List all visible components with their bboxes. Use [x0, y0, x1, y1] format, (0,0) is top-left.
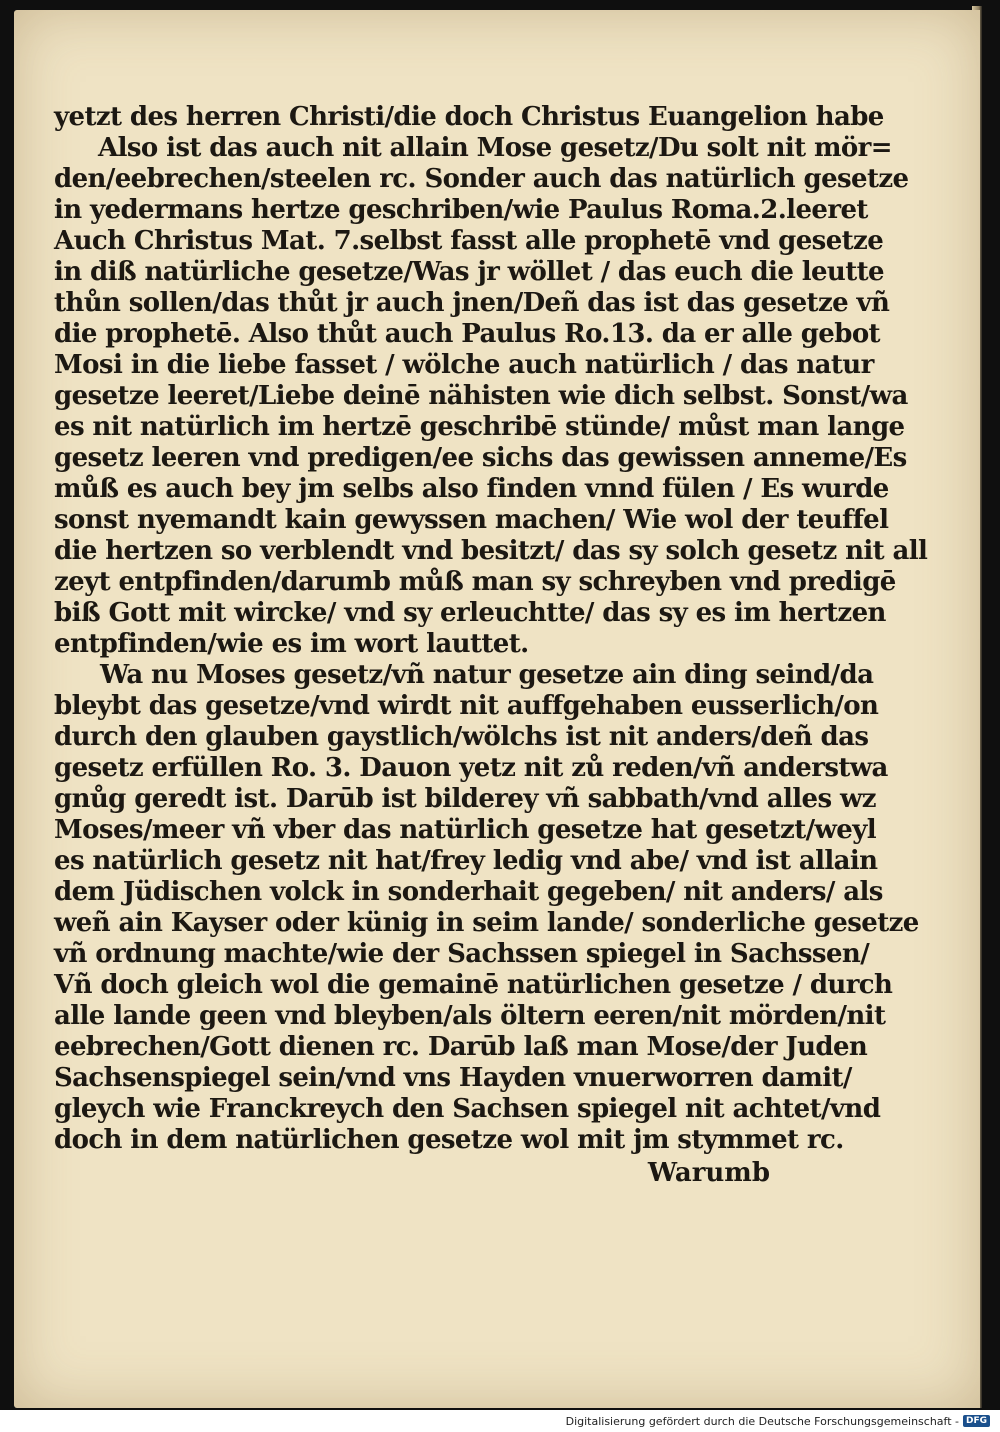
text-line: den/eebrechen/steelen rc. Sonder auch das natürlich gesetze: [54, 164, 909, 194]
text-line: Also ist das auch nit allain Mose gesetz/Du solt nit mör=: [98, 133, 892, 163]
text-line: thůn sollen/das thůt jr auch jnen/Deñ das ist das gesetze vñ: [54, 288, 890, 318]
text-line: Wa nu Moses gesetz/vñ natur gesetze ain ding seind/da: [100, 660, 874, 690]
text-line: Mosi in die liebe fasset / wölche auch natürlich / das natur: [54, 350, 874, 380]
text-line: biß Gott mit wircke/ vnd sy erleuchtte/ das sy es im hertzen: [54, 598, 886, 628]
text-line: doch in dem natürlichen gesetze wol mit jm stymmet rc.: [54, 1125, 844, 1155]
catchword: Warumb: [647, 1158, 770, 1188]
text-line: můß es auch bey jm selbs also finden vnnd fülen / Es wurde: [54, 474, 889, 504]
text-line: Vñ doch gleich wol die gemainē natürlichen gesetze / durch: [54, 970, 893, 1000]
text-line: gesetz leeren vnd predigen/ee sichs das gewissen anneme/Es: [54, 443, 907, 473]
text-line: vñ ordnung machte/wie der Sachssen spiegel in Sachssen/: [54, 939, 870, 969]
text-line: bleybt das gesetze/vnd wirdt nit auffgehaben eusserlich/on: [54, 691, 879, 721]
text-line: in diß natürliche gesetze/Was jr wöllet / das euch die leutte: [54, 257, 884, 287]
text-line: sonst nyemandt kain gewyssen machen/ Wie wol der teuffel: [54, 505, 889, 535]
text-line: entpfinden/wie es im wort lauttet.: [54, 629, 529, 659]
text-line: eebrechen/Gott dienen rc. Darūb laß man Mose/der Juden: [54, 1032, 868, 1062]
text-line: Sachsenspiegel sein/vnd vns Hayden vnuerworren damit/: [54, 1063, 852, 1093]
text-line: es nit natürlich im hertzē geschribē stünde/ můst man lange: [54, 412, 905, 442]
text-line: yetzt des herren Christi/die doch Christus Euangelion habe: [54, 102, 884, 132]
footer-credit: Digitalisierung gefördert durch die Deutsche Forschungsgemeinschaft -: [565, 1414, 959, 1428]
text-line: dem Jüdischen volck in sonderhait gegeben/ nit anders/ als: [54, 877, 883, 907]
text-block: [54, 102, 928, 1189]
text-line: gesetz erfüllen Ro. 3. Dauon yetz nit zů reden/vñ anderstwa: [54, 753, 888, 783]
dfg-logo: DFG: [963, 1415, 990, 1427]
text-line: in yedermans hertze geschriben/wie Paulus Roma.2.leeret: [54, 195, 868, 225]
text-line: gnůg geredt ist. Darūb ist bilderey vñ sabbath/vnd alles wz: [54, 784, 876, 814]
text-line: gleych wie Franckreych den Sachsen spiegel nit achtet/vnd: [54, 1094, 881, 1124]
text-line: Moses/meer vñ vber das natürlich gesetze hat gesetzt/weyl: [54, 815, 877, 845]
footer-bar: [0, 1410, 1000, 1432]
text-line: gesetze leeret/Liebe deinē nähisten wie dich selbst. Sonst/wa: [54, 381, 908, 411]
text-line: durch den glauben gaystlich/wölchs ist nit anders/deñ das: [54, 722, 869, 752]
text-line: alle lande geen vnd bleyben/als öltern eeren/nit mörden/nit: [54, 1001, 886, 1031]
text-line: die hertzen so verblendt vnd besitzt/ das sy solch gesetz nit all: [54, 536, 928, 566]
text-line: zeyt entpfinden/darumb můß man sy schreyben vnd predigē: [54, 567, 896, 597]
text-line: die prophetē. Also thůt auch Paulus Ro.13. da er alle gebot: [54, 319, 880, 349]
book-page: [14, 10, 980, 1408]
text-line: Auch Christus Mat. 7.selbst fasst alle prophetē vnd gesetze: [54, 226, 884, 256]
text-line: weñ ain Kayser oder künig in seim lande/ sonderliche gesetze: [54, 908, 919, 938]
text-line: es natürlich gesetz nit hat/frey ledig vnd abe/ vnd ist allain: [54, 846, 878, 876]
